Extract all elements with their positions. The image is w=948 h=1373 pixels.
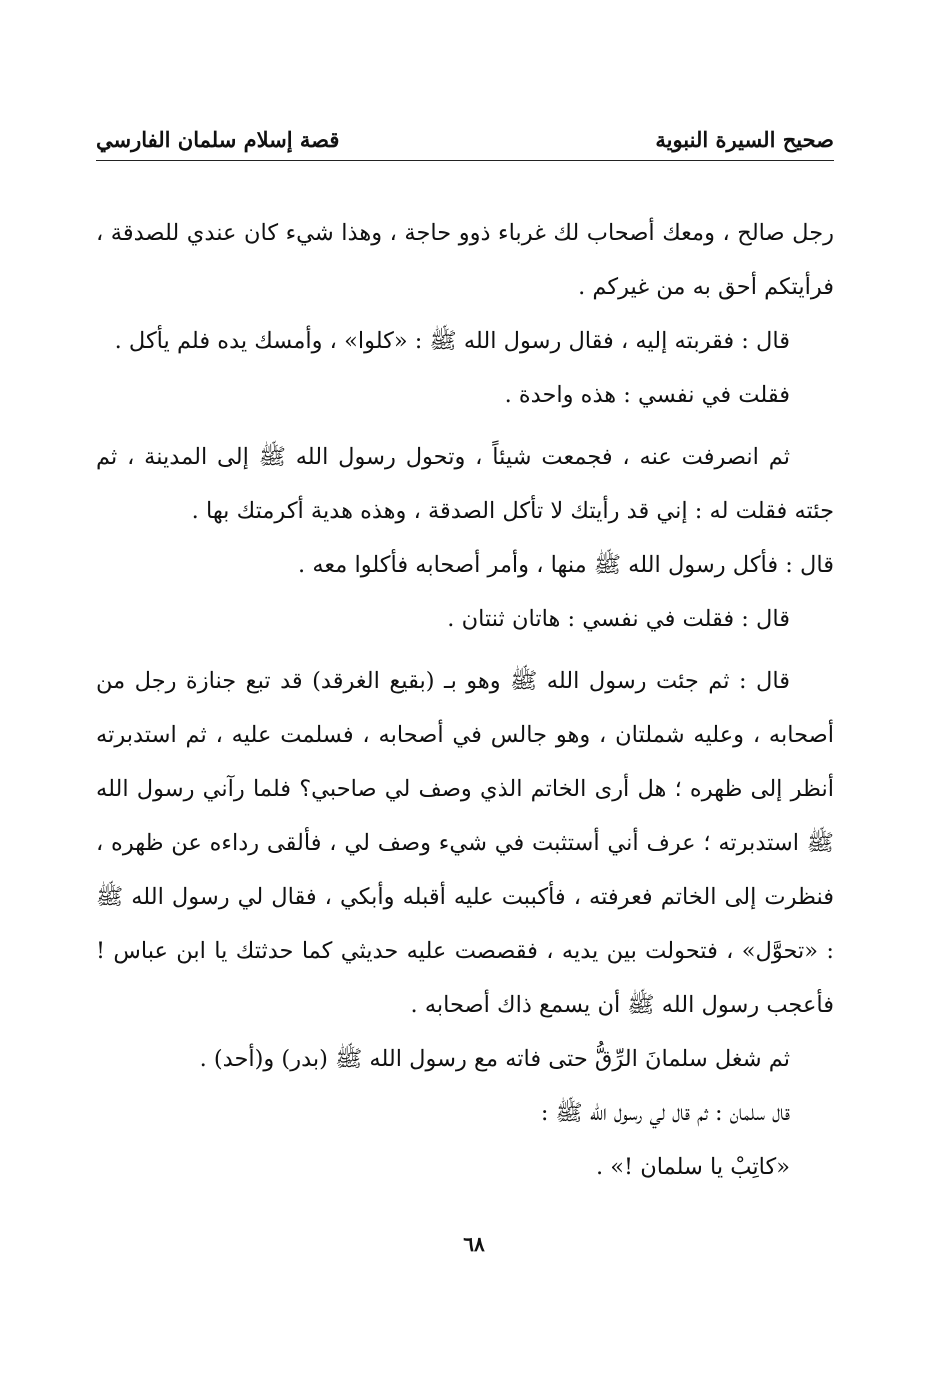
body-text <box>96 206 834 1194</box>
paragraph: «كاتِبْ يا سلمان !» . <box>595 1154 790 1180</box>
book-title: صحيح السيرة النبوية <box>655 127 834 152</box>
paragraph: ثم شغل سلمانَ الرِّقُّ حتى فاته مع رسول الله ﷺ (بدر) و(أحد) . <box>199 1046 790 1072</box>
paragraph: قال : فأكل رسول الله ﷺ منها ، وأمر أصحابه فأكلوا معه . <box>298 552 834 578</box>
chapter-title: قصة إسلام سلمان الفارسي <box>96 127 340 152</box>
header-divider <box>96 160 834 161</box>
paragraph: قال : ثم جئت رسول الله ﷺ وهو بـ (بقيع الغرقد) قد تبع جنازة رجل من أصحابه ، وعليه شملتان ، وهو جالس في أصحابه ، فسلمت عليه ، ثم استدبرته أنظر إلى ظهره ؛ هل أرى الخاتم الذي وصف لي صاحبي؟ فلما رآني رسول الله ﷺ استدبرته ؛ عرف أني أستثبت في شيء وصف لي ، فألقى رداءه عن ظهره ، فنظرت إلى الخاتم فعرفته ، فأكببت عليه أقبله وأبكي ، فقال لي رسول الله ﷺ : «تحوَّل» ، فتحولت بين يديه ، فقصصت عليه حديثي كما حدثتك يا ابن عباس ! فأعجب رسول الله ﷺ أن يسمع ذاك أصحابه . <box>96 668 834 1018</box>
paragraph: قال : فقربته إليه ، فقال رسول الله ﷺ : «كلوا» ، وأمسك يده فلم يأكل . <box>114 328 790 354</box>
paragraph: قال سلمان : ثم قال لي رسول الله ﷺ : <box>540 1100 790 1126</box>
paragraph: فقلت في نفسي : هذه واحدة . <box>504 382 790 408</box>
running-header <box>96 118 834 152</box>
paragraph: رجل صالح ، ومعك أصحاب لك غرباء ذوو حاجة ، وهذا شيء كان عندي للصدقة ، فرأيتكم أحق به من غيركم . <box>96 220 834 300</box>
paragraph: ثم انصرفت عنه ، فجمعت شيئاً ، وتحول رسول الله ﷺ إلى المدينة ، ثم جئته فقلت له : إني قد رأيتك لا تأكل الصدقة ، وهذه هدية أكرمتك بها . <box>96 444 834 524</box>
page-number: ٦٨ <box>463 1232 485 1256</box>
paragraph: قال : فقلت في نفسي : هاتان ثنتان . <box>447 606 790 632</box>
